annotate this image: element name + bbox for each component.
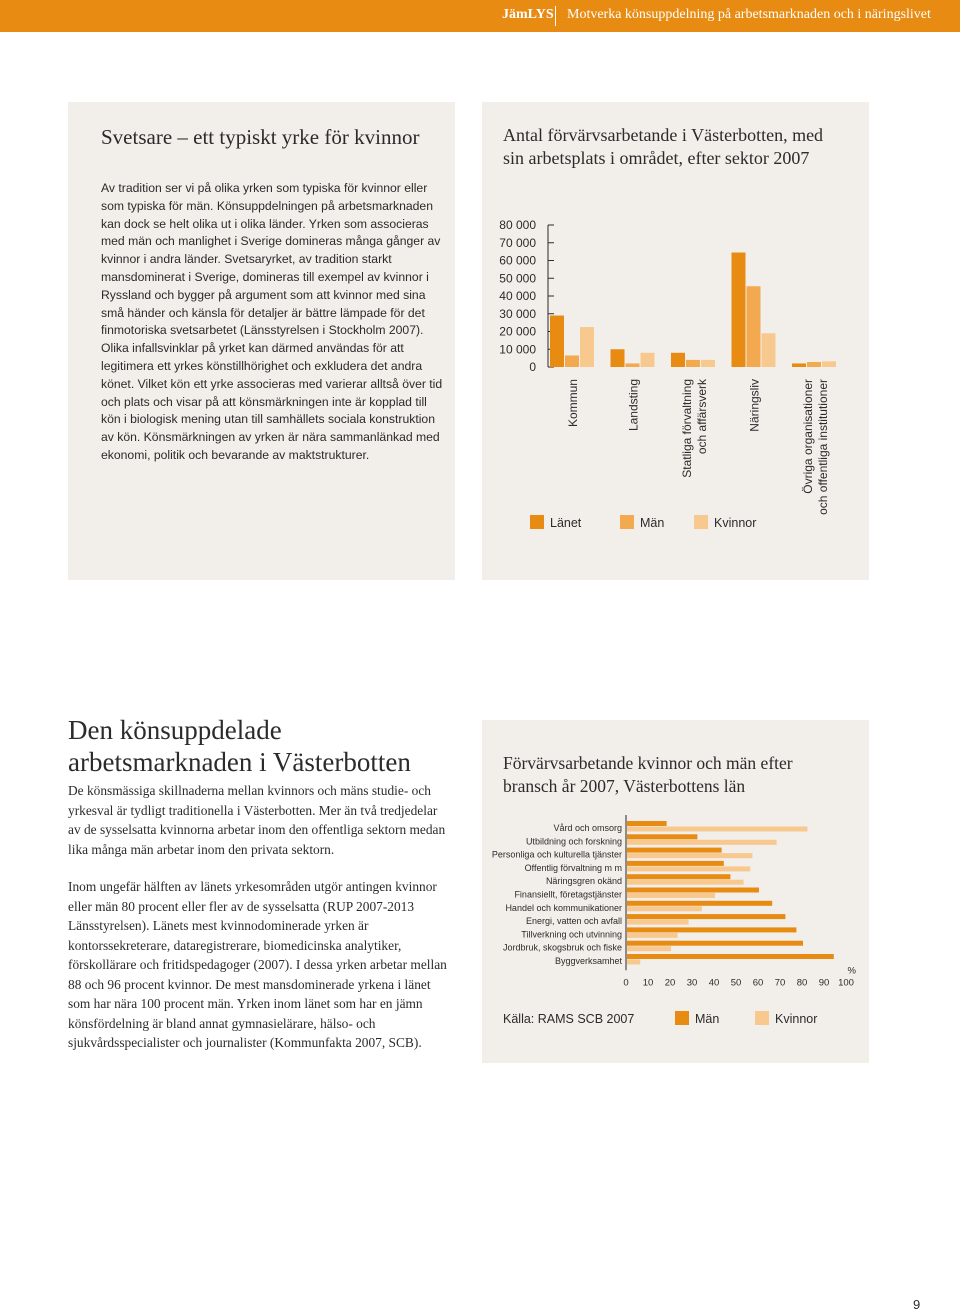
bar-kvinnor [627,960,640,965]
x-tick-label: 90 [818,977,830,989]
bar-kvinnor [627,853,752,858]
category-label: Kommun [566,379,580,428]
info-box-title: Svetsare – ett typiskt yrke för kvinnor [101,125,420,149]
chart2-title: Förvärvsarbetande kvinnor och män efter bransch år 2007, Västerbottens län [503,753,793,796]
x-tick-label: 20 [664,977,676,989]
category-label: och affärsverk [695,379,709,455]
bar-kvinnor [641,353,655,367]
category-label: Vård och omsorg [553,823,622,833]
bar-man [627,874,730,879]
x-tick-label: 40 [708,977,720,989]
y-tick-label: 80 000 [499,218,536,232]
y-tick-label: 20 000 [499,324,536,339]
bar-man [627,861,724,866]
y-tick-label: 70 000 [499,235,536,250]
bar-kvinnor [701,360,715,367]
legend-label: Män [640,516,665,530]
bar-man [627,954,834,959]
legend-label: Kvinnor [775,1012,818,1026]
intro-paragraph: De könsmässiga skillnaderna mellan kvinnors och mäns studie- och yrkesval är tydligt traditionella i Västerbotten. Mer än två tredjedelar av de sysselsatta kvinnorna arbetar inom den offentliga sektorn medan lika många män arbetar inom den privata sektorn. [68,783,446,857]
legend-label: Kvinnor [714,516,757,530]
bar-länet [792,363,806,367]
legend-label: Män [695,1012,720,1026]
page-number: 9 [913,1297,921,1312]
category-label: Landsting [626,379,641,432]
y-tick-label: 40 000 [499,289,536,303]
category-label: Handel och kommunikationer [505,902,622,913]
legend-swatch [620,515,634,529]
bar-kvinnor [580,327,594,367]
legend-label: Länet [550,516,582,530]
bar-kvinnor [627,946,671,951]
bar-kvinnor [627,906,702,911]
x-tick-label: 60 [752,977,764,989]
source-label: Källa: RAMS SCB 2007 [503,1012,635,1026]
x-tick-label: 0 [623,977,629,989]
category-label: Jordbruk, skogsbruk och fiske [502,942,622,953]
bar-länet [611,349,625,367]
header-title: Motverka könsuppdelning på arbetsmarknaden och i näringslivet [567,7,931,22]
chart1-title: Antal förvärvsarbetande i Västerbotten, med sin arbetsplats i området, efter sektor 2007 [503,125,824,168]
bar-kvinnor [627,827,807,832]
legend-swatch [675,1011,689,1025]
brand-name: JämLYS [502,7,554,22]
x-tick-label: 70 [774,977,786,989]
info-box-body: Av tradition ser vi på olika yrken som typiska för kvinnor eller som typiska för män. Könsuppdelningen på arbetsmarknaden kan dock se helt olika ut i olika länder. Yrken som associeras med män och manlighet i Sverige domineras många gånger av kvinnor i andra länder. Svetsaryrket, av tradition starkt mansdominerat i Sverige, domineras till exempel av kvinnor i Ryssland och bygger på argument som att kvinnor med sina små händer och känsla för detaljer är bättre lämpade för det finmotoriska svetsarbetet (Länsstyrelsen i Stockholm 2007). Olika infallsvinklar på yrket kan därmed användas för att legitimera ett yrkes könstillhörighet och exkludera det andra könet. Vilket kön ett yrke associeras med varierar alltså över tid och plats och visar på att könsmärkningen inte är kopplad till kön i biologisk mening utan till samhällets sociala konstruktion av kön. Könsmärkningen av yrken är nära sammanlänkad med ekonomi, politik och bevarande av maktstrukturer. [101,181,443,462]
bar-man [627,914,785,919]
bar-kvinnor [627,880,744,885]
bar-män [807,362,821,367]
sector-bar-chart [482,205,869,540]
category-label: och offentliga institutioner [816,379,830,515]
y-tick-label: 50 000 [499,271,536,286]
top-banner [0,0,960,32]
bar-man [627,888,759,893]
category-label: Utbildning och forskning [525,836,622,847]
unit-label: % [847,965,856,977]
y-tick-label: 30 000 [499,306,536,321]
bar-länet [671,353,685,367]
bar-kvinnor [627,893,715,898]
body-paragraph: Inom ungefär hälften av länets yrkesområden utgör antingen kvinnor eller män 80 procent eller fler av de sysselsatta (RUP 2007-2013 Länsstyrelsen). Länets mest kvinnodominerade yrken är kontorssekreterare, dataregistrerare, biomedicinska analytiker, förskollärare och fritidspedagoger (2007). I dessa yrken arbetar mellan 88 och 96 procent kvinnor. De mest mansdominerade yrkena i länet som har nära 100 procent män. Yrken inom länet som har en jämn könsfördelning är bland annat gymnasielärare, hälso- och sjukvårdsspecialister och journalister (Kommunfakta 2007, SCB). [68,879,447,1050]
category-label: Personliga och kulturella tjänster [491,849,622,860]
header-divider [555,6,556,26]
industry-gender-bar-chart [482,815,869,1035]
bar-man [627,834,697,839]
category-label: Näringsliv [747,379,762,432]
bar-kvinnor [627,840,777,845]
category-label: Energi, vatten och avfall [525,916,622,927]
x-tick-label: 50 [730,977,742,989]
category-label: Tillverkning och utvinning [521,929,622,940]
bar-man [627,941,803,946]
bar-kvinnor [627,866,750,871]
bar-män [565,355,579,367]
x-tick-label: 80 [796,977,808,989]
legend-swatch [755,1011,769,1025]
y-tick-label: 10 000 [499,342,536,357]
category-label: Statliga förvaltning [680,379,694,478]
bar-män [626,363,640,367]
bar-man [627,848,722,853]
bar-män [686,360,700,367]
page-title: Den könsuppdelade arbetsmarknaden i Västerbotten [68,715,411,777]
category-label: Näringsgren okänd [545,876,622,887]
bar-kvinnor [762,333,776,367]
category-label: Övriga organisationer [801,379,815,494]
legend-swatch [530,515,544,529]
y-tick-label: 60 000 [499,253,536,268]
bar-män [747,286,761,367]
x-tick-label: 100 [838,977,854,989]
legend-swatch [694,515,708,529]
bar-länet [732,253,746,367]
bar-kvinnor [627,920,689,925]
x-tick-label: 10 [642,977,654,989]
category-label: Offentlig förvaltning m m [524,862,622,873]
bar-länet [550,316,564,367]
bar-man [627,901,772,906]
bar-kvinnor [627,933,678,938]
category-label: Byggverksamhet [554,956,622,966]
y-tick-label: 0 [529,360,536,374]
category-label: Finansiellt, företagstjänster [514,889,622,900]
bar-man [627,821,667,826]
bar-kvinnor [822,361,836,367]
bar-man [627,927,796,932]
x-tick-label: 30 [686,977,698,989]
